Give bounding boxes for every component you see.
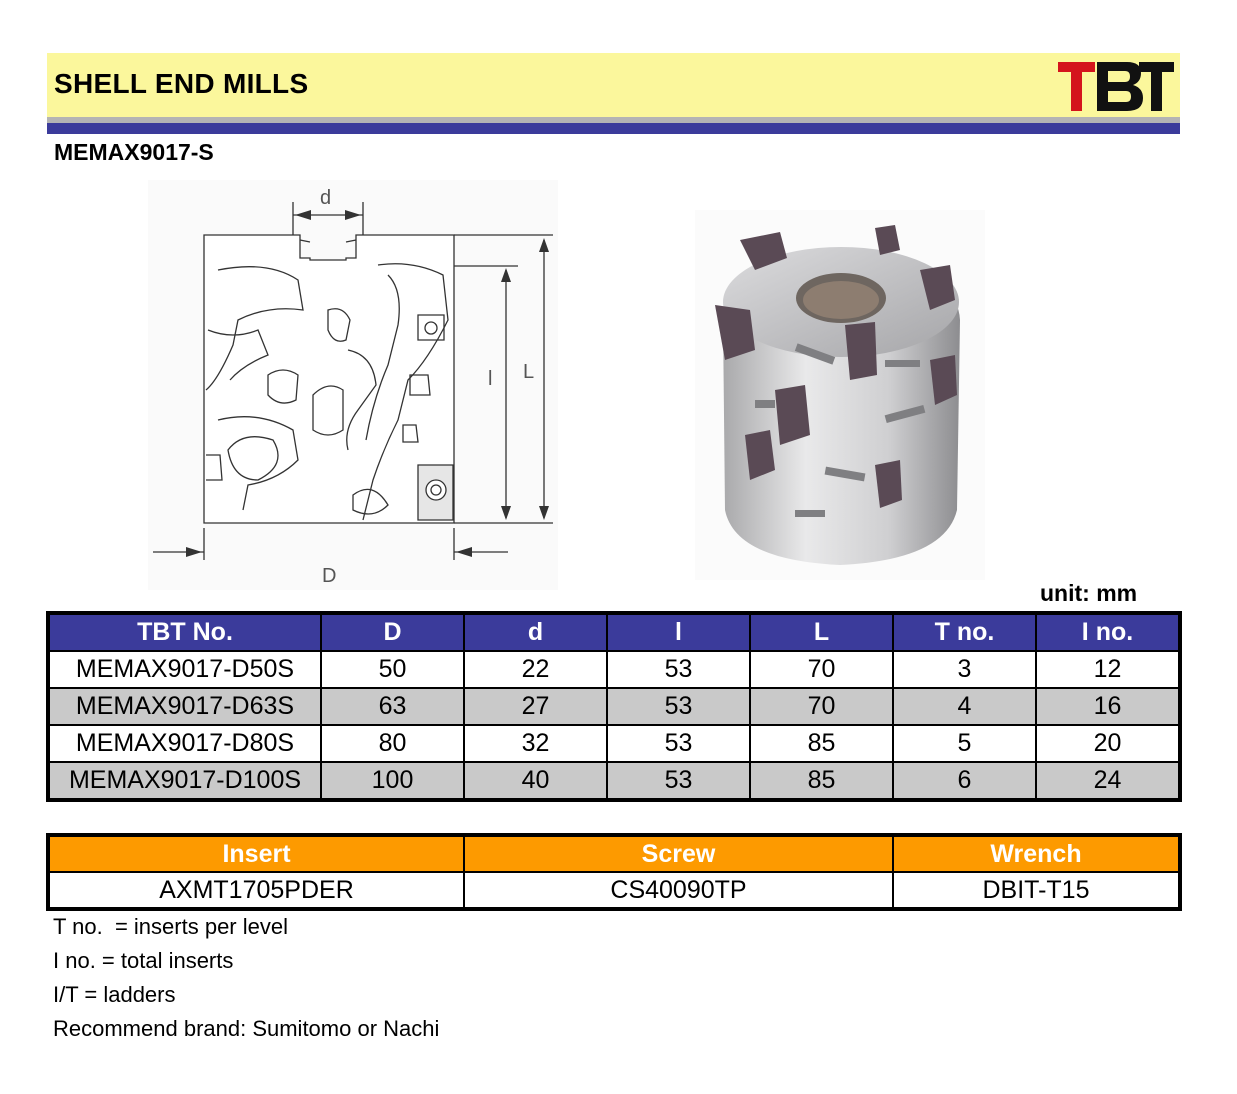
cell-d: 27 <box>464 688 607 725</box>
notes <box>53 910 439 1046</box>
cell-tbt-no: MEMAX9017-D80S <box>48 725 321 762</box>
cell-t-no: 4 <box>893 688 1036 725</box>
cell-d: 40 <box>464 762 607 800</box>
cell-tbt-no: MEMAX9017-D63S <box>48 688 321 725</box>
cell-insert: AXMT1705PDER <box>48 872 464 909</box>
cell-D: 50 <box>321 651 464 688</box>
header-i-no: I no. <box>1036 613 1180 651</box>
note-line: I no. = total inserts <box>53 948 234 973</box>
note-line: T no. = inserts per level <box>53 914 288 939</box>
cell-l: 53 <box>607 725 750 762</box>
header-d: d <box>464 613 607 651</box>
header-L: L <box>750 613 893 651</box>
product-photo <box>695 210 985 580</box>
cell-l: 53 <box>607 762 750 800</box>
spec-header-row <box>48 613 1180 651</box>
note-line: Recommend brand: Sumitomo or Nachi <box>53 1016 440 1041</box>
cell-i-no: 20 <box>1036 725 1180 762</box>
dim-label-D: D <box>322 565 337 587</box>
cell-tbt-no: MEMAX9017-D100S <box>48 762 321 800</box>
unit-label: unit: mm <box>1040 580 1138 606</box>
cell-i-no: 24 <box>1036 762 1180 800</box>
cell-wrench: DBIT-T15 <box>893 872 1180 909</box>
table-row <box>48 688 1180 725</box>
header-l: l <box>607 613 750 651</box>
cell-i-no: 12 <box>1036 651 1180 688</box>
cell-d: 32 <box>464 725 607 762</box>
note-line: I/T = ladders <box>53 982 176 1007</box>
dim-label-l: l <box>488 368 493 390</box>
dim-label-L: L <box>523 361 535 383</box>
table-row <box>48 762 1180 800</box>
cell-L: 70 <box>750 651 893 688</box>
spec-table <box>46 611 1182 802</box>
table-row <box>48 872 1180 909</box>
cell-L: 85 <box>750 725 893 762</box>
cell-t-no: 3 <box>893 651 1036 688</box>
table-row <box>48 651 1180 688</box>
header-wrench: Wrench <box>893 835 1180 872</box>
cell-D: 80 <box>321 725 464 762</box>
header-rule-blue <box>47 123 1180 134</box>
cell-d: 22 <box>464 651 607 688</box>
accessories-header-row <box>48 835 1180 872</box>
cell-D: 100 <box>321 762 464 800</box>
cell-i-no: 16 <box>1036 688 1180 725</box>
technical-drawing <box>148 180 558 590</box>
cell-t-no: 6 <box>893 762 1036 800</box>
cell-t-no: 5 <box>893 725 1036 762</box>
cell-D: 63 <box>321 688 464 725</box>
dim-label-d: d <box>320 187 332 209</box>
cell-tbt-no: MEMAX9017-D50S <box>48 651 321 688</box>
page-title: SHELL END MILLS <box>54 68 309 99</box>
product-model: MEMAX9017-S <box>54 139 214 165</box>
header-D: D <box>321 613 464 651</box>
table-row <box>48 725 1180 762</box>
tbt-logo <box>1055 58 1177 114</box>
cell-l: 53 <box>607 688 750 725</box>
accessories-table <box>46 833 1182 911</box>
cell-l: 53 <box>607 651 750 688</box>
header-screw: Screw <box>464 835 893 872</box>
header-t-no: T no. <box>893 613 1036 651</box>
header-tbt-no: TBT No. <box>48 613 321 651</box>
cell-L: 70 <box>750 688 893 725</box>
cell-screw: CS40090TP <box>464 872 893 909</box>
header-insert: Insert <box>48 835 464 872</box>
cell-L: 85 <box>750 762 893 800</box>
